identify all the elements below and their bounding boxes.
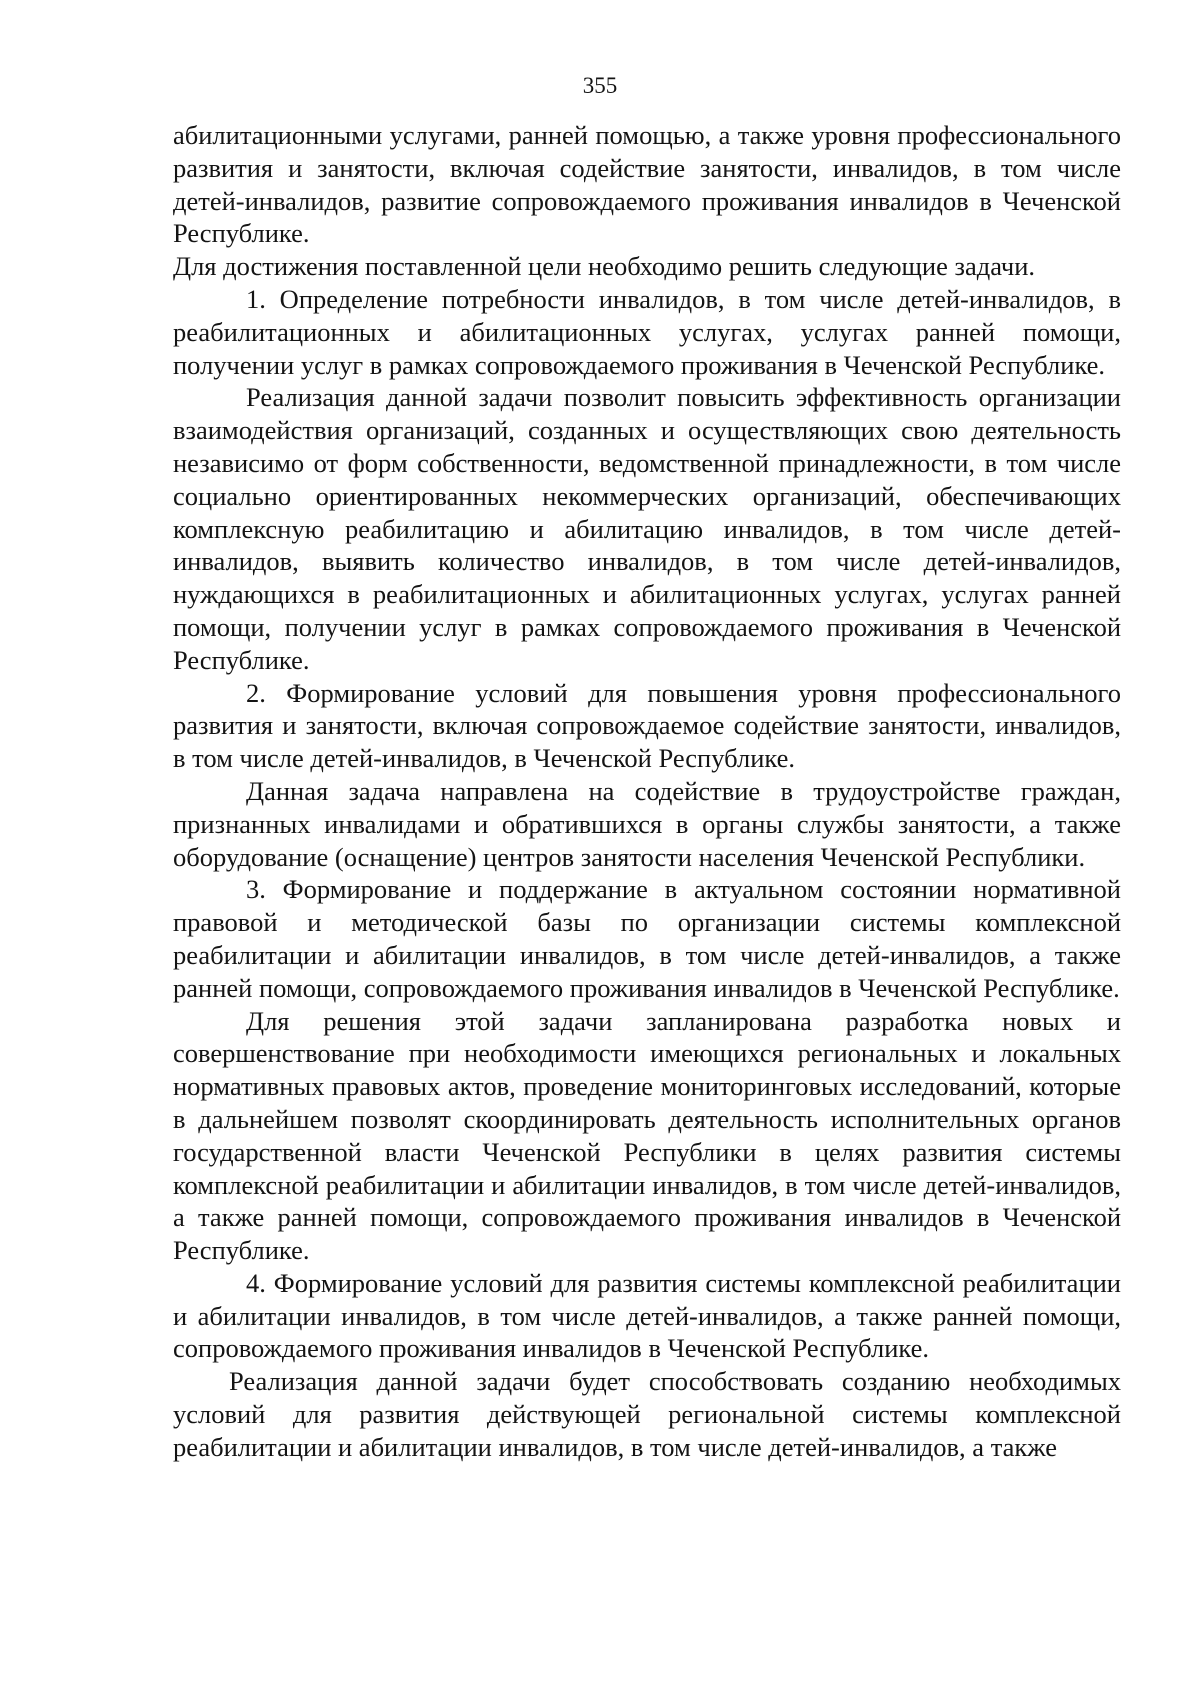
paragraph: абилитационными услугами, ранней помощью, а также уровня профессионального развития и занятости, включая содействие занятости, инвалидов, в том числе детей-инвалидов, развитие сопровождаемого проживания инвалидов в Чеченской Республике. <box>173 120 1121 249</box>
document-body <box>173 119 1121 1464</box>
page-number: 355 <box>582 73 618 98</box>
paragraph: Данная задача направлена на содействие в трудоустройстве граждан, признанных инвалидами и обратившихся в органы службы занятости, а также оборудование (оснащение) центров занятости населения Чеченской Республики. <box>173 775 1121 872</box>
paragraph: Реализация данной задачи будет способствовать созданию необходимых условий для развития действующей региональной системы комплексной реабилитации и абилитации инвалидов, в том числе детей-инвалидов, а также <box>173 1366 1121 1462</box>
paragraph: Для решения этой задачи запланирована разработка новых и совершенствование при необходимости имеющихся региональных и локальных нормативных правовых актов, проведение мониторинговых исследований, которые в дальнейшем позволят скоординировать деятельность исполнительных органов государственной власти Чеченской Республики в целях развития системы комплексной реабилитации и абилитации инвалидов, в том числе детей-инвалидов, а также ранней помощи, сопровождаемого проживания инвалидов в Чеченской Республике. <box>173 1005 1121 1266</box>
task-paragraph: 1. Определение потребности инвалидов, в том числе детей-инвалидов, в реабилитационных и абилитационных услугах, услугах ранней помощи, получении услуг в рамках сопровождаемого проживания в Чеченской Республике. <box>173 283 1121 380</box>
paragraph: Реализация данной задачи позволит повысить эффективность организации взаимодействия организаций, созданных и осуществляющих свою деятельность независимо от форм собственности, ведомственной принадлежности, в том числе социально ориентированных некоммерческих организаций, обеспечивающих комплексную реабилитацию и абилитацию инвалидов, в том числе детей-инвалидов, выявить количество инвалидов, в том числе детей-инвалидов, нуждающихся в реабилитационных и абилитационных услугах, услугах ранней помощи, получении услуг в рамках сопровождаемого проживания в Чеченской Республике. <box>173 382 1121 675</box>
paragraph: Для достижения поставленной цели необходимо решить следующие задачи. <box>173 251 1036 282</box>
task-paragraph: 4. Формирование условий для развития системы комплексной реабилитации и абилитации инвалидов, в том числе детей-инвалидов, а также ранней помощи, сопровождаемого проживания инвалидов в Чеченской Республике. <box>173 1267 1121 1364</box>
task-paragraph: 2. Формирование условий для повышения уровня профессионального развития и занятости, включая сопровождаемое содействие занятости, инвалидов, в том числе детей-инвалидов, в Чеченской Республике. <box>173 677 1121 774</box>
task-paragraph: 3. Формирование и поддержание в актуальном состоянии нормативной правовой и методической базы по организации системы комплексной реабилитации и абилитации инвалидов, в том числе детей-инвалидов, а также ранней помощи, сопровождаемого проживания инвалидов в Чеченской Республике. <box>173 874 1121 1003</box>
